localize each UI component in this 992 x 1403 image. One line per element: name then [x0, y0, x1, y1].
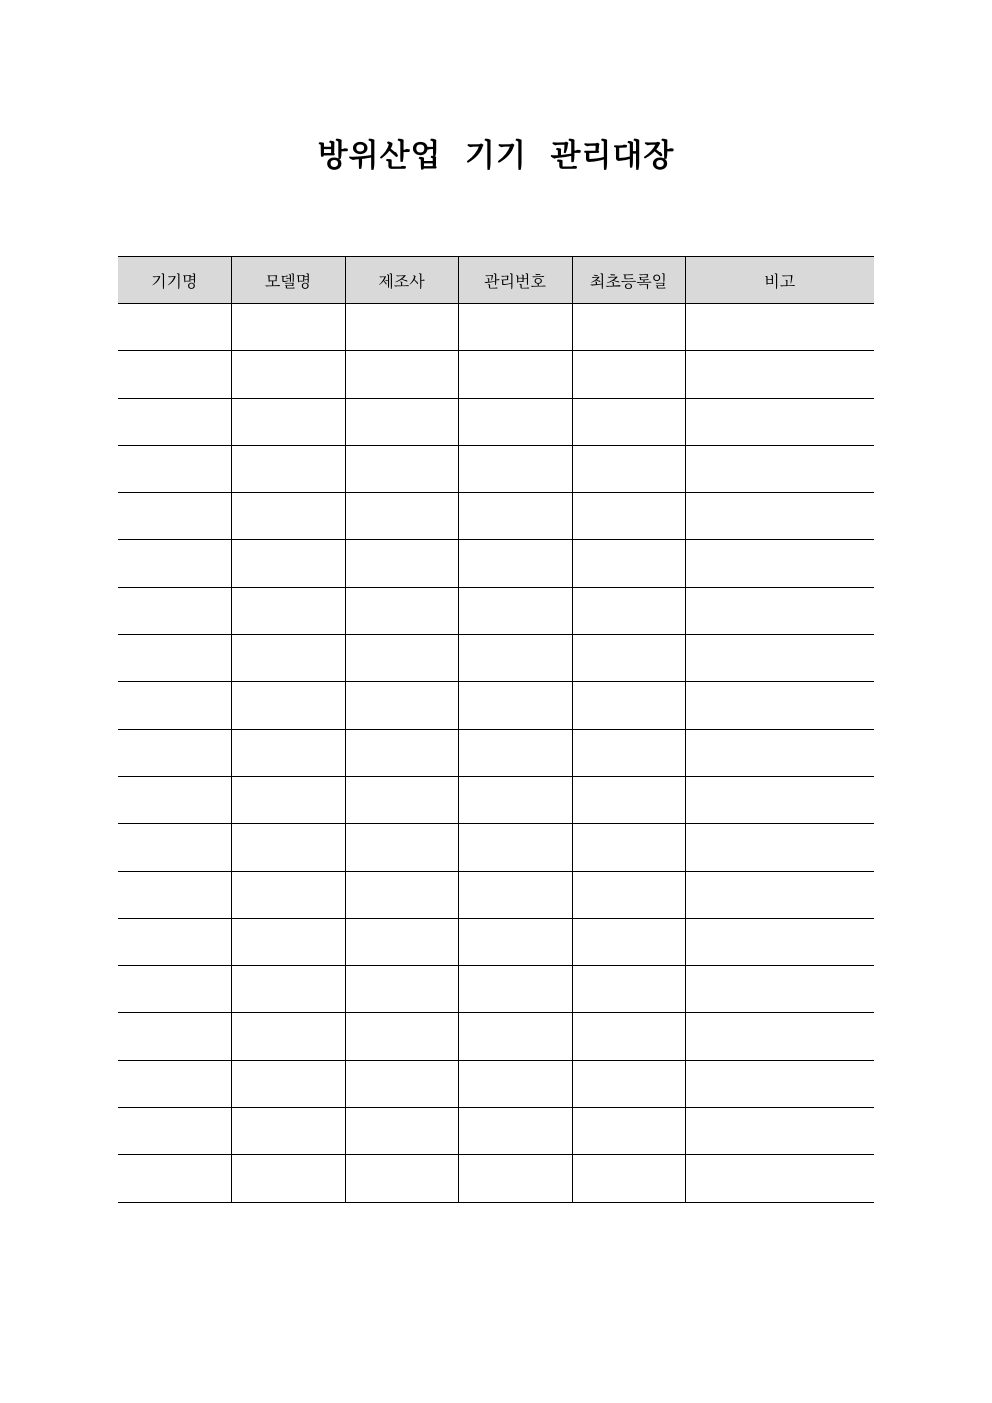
cell-equipment-name[interactable] [118, 493, 231, 540]
cell-equipment-name[interactable] [118, 871, 231, 918]
cell-management-number[interactable] [458, 682, 572, 729]
cell-remarks[interactable] [685, 493, 874, 540]
cell-management-number[interactable] [458, 966, 572, 1013]
cell-management-number[interactable] [458, 824, 572, 871]
cell-manufacturer[interactable] [345, 1155, 458, 1202]
table-row [118, 1060, 874, 1107]
cell-management-number[interactable] [458, 540, 572, 587]
cell-manufacturer[interactable] [345, 776, 458, 823]
cell-manufacturer[interactable] [345, 1060, 458, 1107]
cell-manufacturer[interactable] [345, 1013, 458, 1060]
cell-manufacturer[interactable] [345, 918, 458, 965]
table-row [118, 824, 874, 871]
cell-equipment-name[interactable] [118, 540, 231, 587]
cell-first-registration-date[interactable] [572, 1060, 685, 1107]
cell-model-name[interactable] [231, 776, 345, 823]
cell-first-registration-date[interactable] [572, 729, 685, 776]
table-row [118, 918, 874, 965]
cell-model-name[interactable] [231, 682, 345, 729]
table-row [118, 445, 874, 492]
table-row [118, 635, 874, 682]
cell-first-registration-date[interactable] [572, 493, 685, 540]
header-management-number: 관리번호 [458, 257, 572, 304]
cell-equipment-name[interactable] [118, 682, 231, 729]
table-row [118, 540, 874, 587]
cell-remarks[interactable] [685, 966, 874, 1013]
header-first-registration-date: 최초등록일 [572, 257, 685, 304]
cell-management-number[interactable] [458, 1155, 572, 1202]
cell-management-number[interactable] [458, 1060, 572, 1107]
cell-remarks[interactable] [685, 304, 874, 351]
cell-first-registration-date[interactable] [572, 776, 685, 823]
cell-remarks[interactable] [685, 918, 874, 965]
cell-remarks[interactable] [685, 682, 874, 729]
cell-manufacturer[interactable] [345, 966, 458, 1013]
cell-remarks[interactable] [685, 871, 874, 918]
cell-first-registration-date[interactable] [572, 304, 685, 351]
cell-model-name[interactable] [231, 635, 345, 682]
cell-model-name[interactable] [231, 398, 345, 445]
cell-manufacturer[interactable] [345, 493, 458, 540]
cell-equipment-name[interactable] [118, 351, 231, 398]
cell-equipment-name[interactable] [118, 587, 231, 634]
cell-manufacturer[interactable] [345, 682, 458, 729]
cell-equipment-name[interactable] [118, 918, 231, 965]
cell-model-name[interactable] [231, 540, 345, 587]
cell-management-number[interactable] [458, 398, 572, 445]
cell-model-name[interactable] [231, 871, 345, 918]
cell-model-name[interactable] [231, 824, 345, 871]
cell-remarks[interactable] [685, 1060, 874, 1107]
table-row [118, 351, 874, 398]
cell-manufacturer[interactable] [345, 824, 458, 871]
cell-equipment-name[interactable] [118, 1108, 231, 1155]
cell-manufacturer[interactable] [345, 398, 458, 445]
header-equipment-name: 기기명 [118, 257, 231, 304]
header-manufacturer: 제조사 [345, 257, 458, 304]
cell-management-number[interactable] [458, 918, 572, 965]
cell-model-name[interactable] [231, 1108, 345, 1155]
table-row [118, 1013, 874, 1060]
cell-manufacturer[interactable] [345, 304, 458, 351]
table-row [118, 587, 874, 634]
cell-first-registration-date[interactable] [572, 871, 685, 918]
table-row [118, 871, 874, 918]
cell-model-name[interactable] [231, 493, 345, 540]
cell-remarks[interactable] [685, 1155, 874, 1202]
cell-equipment-name[interactable] [118, 729, 231, 776]
cell-remarks[interactable] [685, 540, 874, 587]
cell-management-number[interactable] [458, 351, 572, 398]
cell-management-number[interactable] [458, 587, 572, 634]
cell-equipment-name[interactable] [118, 1013, 231, 1060]
cell-equipment-name[interactable] [118, 304, 231, 351]
cell-remarks[interactable] [685, 587, 874, 634]
cell-model-name[interactable] [231, 918, 345, 965]
cell-first-registration-date[interactable] [572, 351, 685, 398]
table-row [118, 1108, 874, 1155]
cell-management-number[interactable] [458, 493, 572, 540]
cell-first-registration-date[interactable] [572, 918, 685, 965]
cell-first-registration-date[interactable] [572, 1155, 685, 1202]
cell-management-number[interactable] [458, 304, 572, 351]
cell-model-name[interactable] [231, 587, 345, 634]
table-row [118, 493, 874, 540]
cell-remarks[interactable] [685, 1013, 874, 1060]
cell-model-name[interactable] [231, 351, 345, 398]
cell-first-registration-date[interactable] [572, 1108, 685, 1155]
cell-model-name[interactable] [231, 966, 345, 1013]
cell-manufacturer[interactable] [345, 729, 458, 776]
table-header-row [118, 257, 874, 304]
cell-manufacturer[interactable] [345, 587, 458, 634]
cell-first-registration-date[interactable] [572, 398, 685, 445]
cell-equipment-name[interactable] [118, 824, 231, 871]
cell-model-name[interactable] [231, 1060, 345, 1107]
table-row [118, 682, 874, 729]
cell-manufacturer[interactable] [345, 445, 458, 492]
cell-first-registration-date[interactable] [572, 540, 685, 587]
cell-model-name[interactable] [231, 1013, 345, 1060]
cell-first-registration-date[interactable] [572, 587, 685, 634]
cell-model-name[interactable] [231, 304, 345, 351]
cell-remarks[interactable] [685, 351, 874, 398]
header-model-name: 모델명 [231, 257, 345, 304]
page-title: 방위산업 기기 관리대장 [317, 138, 675, 174]
cell-remarks[interactable] [685, 635, 874, 682]
cell-manufacturer[interactable] [345, 635, 458, 682]
cell-manufacturer[interactable] [345, 1108, 458, 1155]
table-row [118, 776, 874, 823]
cell-management-number[interactable] [458, 445, 572, 492]
cell-first-registration-date[interactable] [572, 445, 685, 492]
cell-first-registration-date[interactable] [572, 1013, 685, 1060]
cell-remarks[interactable] [685, 398, 874, 445]
table-row [118, 729, 874, 776]
cell-manufacturer[interactable] [345, 540, 458, 587]
cell-equipment-name[interactable] [118, 445, 231, 492]
cell-manufacturer[interactable] [345, 351, 458, 398]
cell-management-number[interactable] [458, 729, 572, 776]
cell-remarks[interactable] [685, 824, 874, 871]
cell-equipment-name[interactable] [118, 966, 231, 1013]
table-body [118, 304, 874, 1203]
cell-model-name[interactable] [231, 729, 345, 776]
cell-equipment-name[interactable] [118, 635, 231, 682]
table-row [118, 398, 874, 445]
cell-remarks[interactable] [685, 445, 874, 492]
table-row [118, 966, 874, 1013]
cell-management-number[interactable] [458, 776, 572, 823]
cell-remarks[interactable] [685, 776, 874, 823]
cell-equipment-name[interactable] [118, 398, 231, 445]
cell-remarks[interactable] [685, 729, 874, 776]
cell-manufacturer[interactable] [345, 871, 458, 918]
equipment-ledger-table [118, 256, 874, 1203]
cell-model-name[interactable] [231, 1155, 345, 1202]
cell-first-registration-date[interactable] [572, 635, 685, 682]
cell-remarks[interactable] [685, 1108, 874, 1155]
table-row [118, 1155, 874, 1202]
table-row [118, 304, 874, 351]
header-remarks: 비고 [685, 257, 874, 304]
cell-first-registration-date[interactable] [572, 682, 685, 729]
cell-equipment-name[interactable] [118, 1060, 231, 1107]
cell-equipment-name[interactable] [118, 1155, 231, 1202]
cell-management-number[interactable] [458, 1013, 572, 1060]
cell-first-registration-date[interactable] [572, 824, 685, 871]
cell-first-registration-date[interactable] [572, 966, 685, 1013]
cell-management-number[interactable] [458, 635, 572, 682]
cell-management-number[interactable] [458, 1108, 572, 1155]
cell-model-name[interactable] [231, 445, 345, 492]
cell-management-number[interactable] [458, 871, 572, 918]
cell-equipment-name[interactable] [118, 776, 231, 823]
